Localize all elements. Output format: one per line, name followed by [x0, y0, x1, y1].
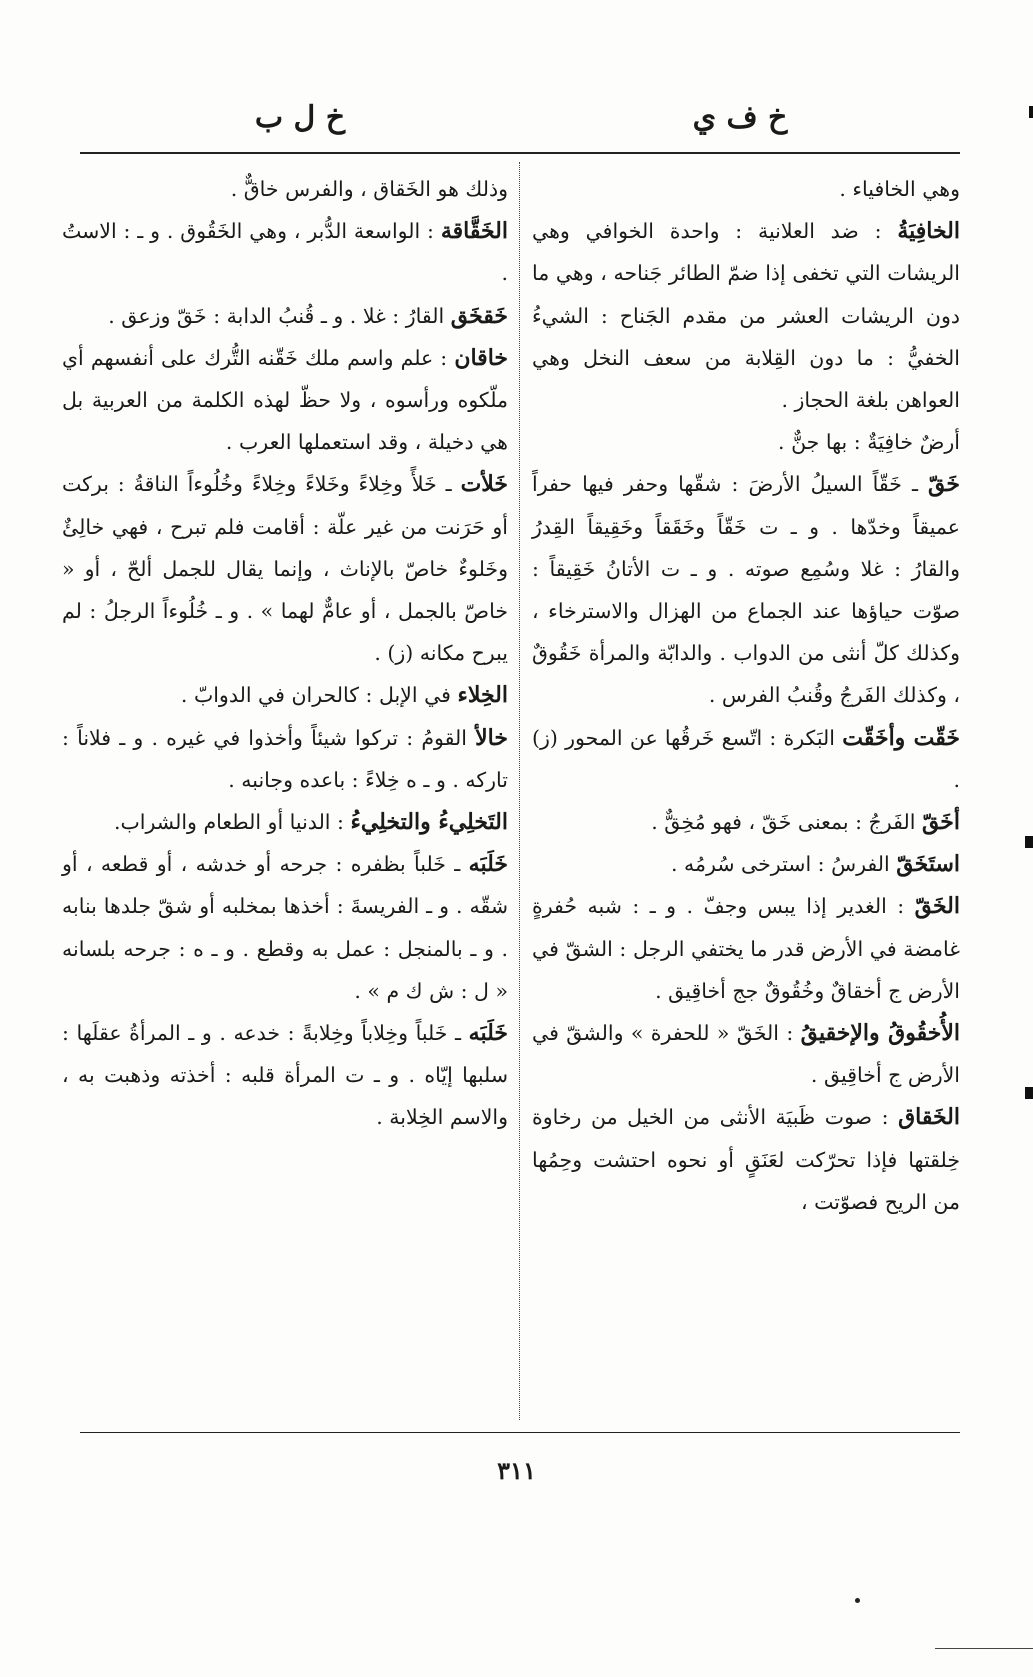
- corner-line: [935, 1648, 1033, 1649]
- entry-text: أرضٌ خافِيَةٌ : بها جنٌّ .: [778, 430, 960, 455]
- dictionary-entry: [62, 337, 508, 464]
- entry-text: : علم واسم ملك خَقّنه التُّرك على أنفسهم أي ملّكوه ورأسوه ، ولا حظّ لهذه الكلمة من العربية بل هي دخيلة ، وقد استعملها العرب .: [62, 345, 508, 455]
- right-column: [532, 168, 960, 1223]
- entry-text: : الغدير إذا يبس وجفّ . و ـ : شبه حُفرةٍ غامضة في الأرض قدر ما يختفي الرجل : الشقّ في الأرض ج أخقاقٌ وخُقُوقٌ جج أخاقِيق .: [532, 894, 960, 1003]
- entry-text: الفَرجُ : بمعنى خَقّ ، فهو مُخِقٌّ .: [651, 810, 916, 835]
- dictionary-entry: [532, 1096, 960, 1223]
- entry-headword: خَلَبَه: [468, 1020, 508, 1047]
- entry-text: الفرسُ : استرخى سُرمُه .: [671, 852, 890, 877]
- entry-text: : ضد العلانية : واحدة الخوافي وهي الريشات التي تخفى إذا ضمّ الطائر جَناحه ، وهي ما دون الريشات العشر من مقدم الجَناح : الشيءُ الخفيُّ : ما دون القِلابة من سعف النخل وهي العواهن بلغة الحجاز .: [532, 219, 960, 413]
- entry-text: ـ خَلباً وخِلاباً وخِلابةً : خدعه . و ـ المرأةُ عقلَها : سلبها إيّاه . و ـ ت المرأة قلبه : أخذته وذهبت به ، والاسم الخِلابة .: [62, 1021, 508, 1130]
- dictionary-entry: [62, 674, 508, 716]
- dictionary-entry: [62, 1012, 508, 1139]
- entry-text: البَكرة : اتّسع خَرقُها عن المحور (ز) .: [532, 725, 960, 792]
- entry-headword: الخافِيَةُ: [897, 218, 960, 245]
- entry-text: وذلك هو الخَقاق ، والفرس خاقٌّ .: [230, 177, 508, 201]
- margin-mark: [1025, 836, 1033, 848]
- dictionary-entry: [62, 463, 508, 674]
- entry-headword: خَقّ: [928, 471, 960, 498]
- entry-text: : الخَقّ « للحفرة » والشقّ في الأرض ج أخاقِيق .: [532, 1021, 960, 1088]
- bottom-rule: [80, 1432, 960, 1433]
- dictionary-entry: [532, 421, 960, 463]
- entry-text: ـ خَقّاً السيلُ الأرضَ : شقّها وحفر فيها حفراً عميقاً وخدّها . و ـ ت خَقّاً وخَقَقاً وخَقِيقاً القِدرُ والقارُ : غلا وسُمِع صوته . و ـ ت الأتانُ خَقِيقاً : صوّت حياؤها عند الجماع من الهزال والاسترخاء ، وكذلك كلّ أنثى من الدواب . والدابّة والمرأة خَقُوقٌ ، وكذلك الفَرجُ وقُنبُ الفرس .: [532, 472, 960, 708]
- top-rule: [80, 152, 960, 154]
- entry-headword: أخَقّ: [921, 809, 960, 836]
- dictionary-entry: [532, 463, 960, 716]
- entry-text: في الإبل : كالحران في الدوابّ .: [180, 683, 451, 708]
- entry-text: ـ خَلباً بظفره : جرحه أو خدشه ، أو قطعه ، أو شقّه . و ـ الفريسةَ : أخذها بمخلبه أو شقّ جلدها بنابه . و ـ بالمنجل : عمل به وقطع . و ـ ه : جرحه بلسانه « ل : ش ك م » .: [62, 852, 508, 1003]
- column-divider: [519, 162, 520, 1420]
- page-number: ٣١١: [497, 1456, 536, 1485]
- entry-text: القومُ : تركوا شيئاً وأخذوا في غيره . و ـ فلاناً : تاركه . و ـ ه خِلاءً : باعده وجانبه .: [62, 725, 508, 792]
- dictionary-entry: [532, 717, 960, 801]
- entry-headword: استَخَقّ: [896, 851, 960, 878]
- entry-headword: الخِلاء: [457, 682, 508, 709]
- dictionary-entry: [62, 210, 508, 294]
- header-root-right: خ ف ي: [692, 100, 788, 135]
- header-root-left: خ ل ب: [254, 100, 346, 135]
- dictionary-entry: [532, 843, 960, 885]
- margin-mark: [1029, 106, 1033, 118]
- entry-headword: خَقخَق: [450, 302, 508, 329]
- dictionary-entry: [62, 295, 508, 337]
- dictionary-entry: [62, 717, 508, 801]
- entry-text: : الدنيا أو الطعام والشراب.: [113, 810, 344, 835]
- entry-headword: خَلأت: [460, 471, 508, 498]
- entry-headword: خَقّت وأخَقّت: [842, 724, 960, 751]
- entry-text: : الواسعة الدُّبر ، وهي الخَقُوق . و ـ : الاستُ .: [62, 219, 508, 286]
- entry-text: ـ خَلأً وخِلاءً وخَلاءً وخِلاءً وخُلُوءاً الناقةُ : بركت أو حَرَنت من غير علّة : أقامت فلم تبرح ، فهي خالِئٌ وخَلوءٌ خاصّ بالإناث ، وإنما يقال للجمل ألحّ ، أو « خاصّ بالجمل ، أو عامٌّ لهما » . و ـ خُلُوءاً الرجلُ : لم يبرح مكانه (ز) .: [62, 472, 508, 666]
- left-column: [62, 168, 508, 1139]
- entry-text: : صوت ظَبيَة الأنثى من الخيل من رخاوة خِلقتها فإذا تحرّكت لعَنَقٍ أو نحوه احتشت وحِمُها من الريح فصوّتت ،: [532, 1105, 960, 1214]
- dictionary-entry: [62, 801, 508, 843]
- entry-text: وهي الخافياء .: [839, 177, 960, 201]
- margin-mark: [1025, 1087, 1033, 1099]
- dictionary-entry: [532, 885, 960, 1012]
- entry-headword: الخَقاق: [898, 1104, 960, 1131]
- entry-headword: خاقان: [454, 344, 508, 371]
- dictionary-entry: [62, 168, 508, 210]
- entry-text: القارُ : غلا . و ـ قُنبُ الدابة : خَقّ وزعق .: [108, 303, 445, 328]
- entry-headword: خَلَبَه: [468, 851, 508, 878]
- stray-dot: [855, 1598, 860, 1603]
- dictionary-entry: [532, 1012, 960, 1096]
- entry-headword: الخَقّ: [914, 893, 960, 920]
- entry-headword: الخَقَّاقة: [440, 218, 508, 245]
- dictionary-entry: [532, 168, 960, 210]
- entry-headword: التَخلِيءُ والتخلِيءُ: [350, 809, 508, 836]
- dictionary-entry: [532, 801, 960, 843]
- dictionary-entry: [532, 210, 960, 421]
- entry-headword: الأُخقُوقُ والإخقيقُ: [800, 1020, 960, 1047]
- entry-headword: خالأ: [475, 724, 508, 751]
- dictionary-entry: [62, 843, 508, 1012]
